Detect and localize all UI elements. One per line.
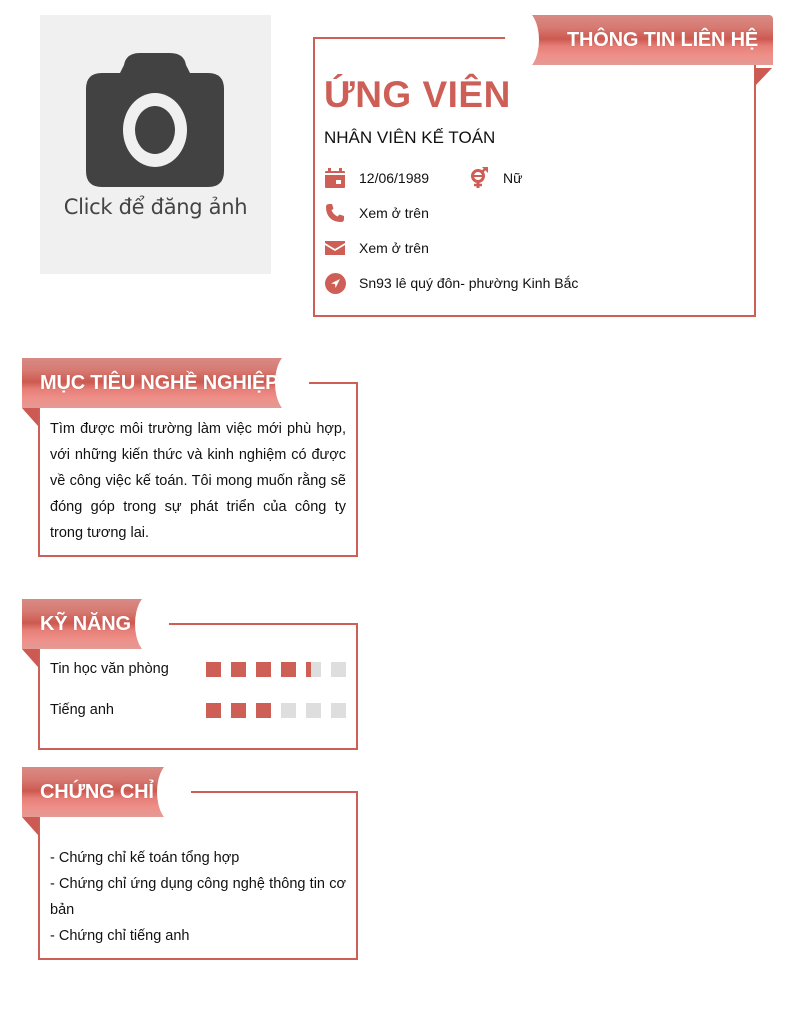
rating-square-empty [281, 703, 296, 718]
candidate-name[interactable]: ỨNG VIÊN [324, 74, 511, 115]
ribbon-notch [135, 593, 169, 655]
ribbon-fold [22, 649, 38, 667]
rating-square-empty [331, 662, 346, 677]
objective-section-title: MỤC TIÊU NGHỀ NGHIỆP [40, 372, 279, 394]
rating-square-partial [306, 662, 321, 677]
rating-square-empty [306, 703, 321, 718]
ribbon-fold [22, 817, 38, 835]
location-arrow-icon [324, 272, 346, 294]
photo-upload-label: Click để đăng ảnh [63, 195, 248, 219]
birthday-value: 12/06/1989 [359, 170, 430, 186]
rating-square-filled [256, 662, 271, 677]
skill-rating-bar[interactable] [206, 703, 346, 718]
contact-ribbon [523, 15, 773, 65]
birthday-row[interactable] [324, 167, 429, 189]
certificates-section-title: CHỨNG CHỈ [40, 781, 154, 803]
calendar-icon [324, 167, 346, 189]
rating-square-filled [231, 662, 246, 677]
address-value: Sn93 lê quý đôn- phường Kinh Bắc [359, 275, 579, 291]
gender-row[interactable] [468, 167, 522, 189]
rating-square-filled [231, 703, 246, 718]
gender-value: Nữ [503, 170, 523, 186]
rating-square-filled [206, 703, 221, 718]
certificate-item: - Chứng chỉ tiếng anh [50, 928, 190, 944]
envelope-icon [324, 237, 346, 259]
objective-ribbon [22, 358, 292, 408]
phone-row[interactable] [324, 202, 429, 224]
contact-section-title: THÔNG TIN LIÊN HỆ [567, 29, 759, 51]
ribbon-fold [755, 68, 772, 86]
skills-section-title: KỸ NĂNG [40, 613, 131, 635]
ribbon-notch [157, 761, 191, 823]
skill-label[interactable]: Tin học văn phòng [50, 661, 169, 677]
email-row[interactable] [324, 237, 429, 259]
skills-ribbon [22, 599, 150, 649]
certificates-list[interactable] [50, 845, 346, 949]
certificates-ribbon [22, 767, 172, 817]
ribbon-notch [505, 9, 539, 71]
rating-square-empty [331, 703, 346, 718]
certificate-item: - Chứng chỉ kế toán tổng hợp [50, 850, 240, 866]
certificate-item: - Chứng chỉ ứng dụng công nghệ thông tin cơ bản [50, 876, 346, 918]
rating-square-filled [206, 662, 221, 677]
ribbon-fold [22, 408, 38, 426]
photo-upload-placeholder[interactable] [40, 15, 271, 274]
rating-square-filled [281, 662, 296, 677]
email-value: Xem ở trên [359, 240, 429, 256]
rating-square-filled [256, 703, 271, 718]
candidate-position[interactable]: NHÂN VIÊN KẾ TOÁN [324, 128, 496, 147]
gender-icon [468, 167, 490, 189]
phone-value: Xem ở trên [359, 205, 429, 221]
phone-icon [324, 202, 346, 224]
skill-rating-bar[interactable] [206, 662, 346, 677]
address-row[interactable] [324, 272, 578, 294]
skill-label[interactable]: Tiếng anh [50, 702, 114, 718]
ribbon-notch [275, 352, 309, 414]
objective-text[interactable]: Tìm được môi trường làm việc mới phù hợp, với những kiến thức và kinh nghiệm có được về công việc kế toán. Tôi mong muốn rằng sẽ đóng góp trong sự phát triển của công ty trong tương lai. [50, 421, 346, 541]
camera-icon [86, 53, 224, 189]
